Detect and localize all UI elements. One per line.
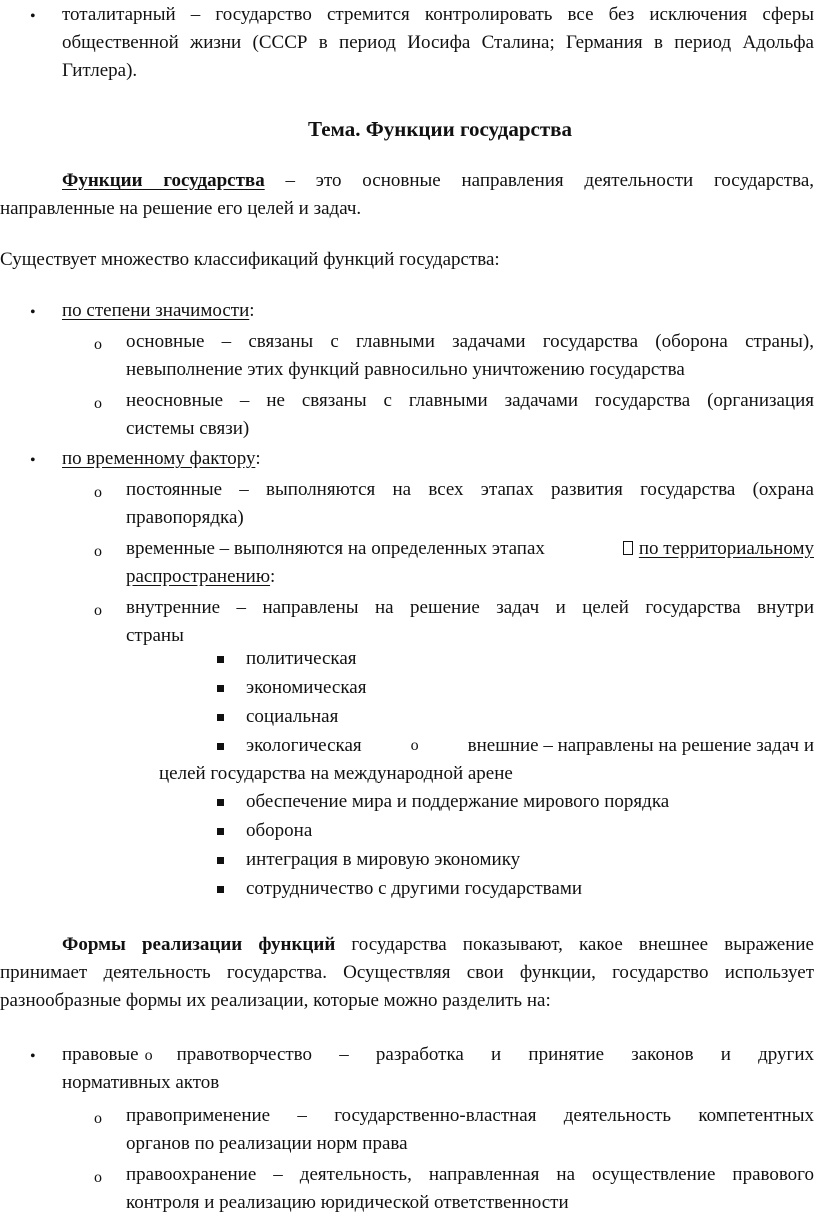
internal-item: политическая — [246, 648, 357, 669]
lawmaking-line-1: правотворчество – разработка и принятие законов и других — [176, 1044, 814, 1065]
square-bullet-icon — [217, 828, 224, 835]
definition-line-1 — [62, 166, 814, 195]
internal-line-2: страны — [126, 625, 184, 646]
forms-line-1 — [62, 930, 814, 959]
square-bullet-icon — [217, 656, 224, 663]
forms-line-2: принимает деятельность государства. Осуществляя свои функции, государство использует — [0, 962, 814, 983]
minor-functions-line-1: неосновные – не связаны с главными задачами государства (организация — [126, 390, 814, 411]
significance-heading — [62, 296, 255, 325]
permanent-line-2: правопорядка) — [126, 507, 244, 528]
external-item: сотрудничество с другими государствами — [246, 878, 583, 899]
ecological-item: экологическая — [246, 735, 362, 756]
significance-label: по степени значимости — [62, 300, 250, 321]
external-text: внешние – направлены на решение задач и — [467, 735, 814, 756]
definition-term: Функции государства — [62, 170, 265, 191]
bullet-icon: • — [30, 8, 36, 25]
territorial-label: по территориальному — [638, 538, 814, 559]
time-heading — [62, 444, 261, 473]
temporary-line-1 — [126, 534, 814, 563]
enforcement-line-1: правоприменение – государственно-властная деятельность компетентных — [126, 1105, 814, 1126]
circle-bullet-icon: o — [94, 484, 102, 501]
circle-bullet-icon: o — [94, 1169, 102, 1186]
colon: : — [249, 300, 255, 321]
circle-bullet-icon: o — [94, 543, 102, 560]
legal-label: правовые — [62, 1044, 139, 1065]
bullet-icon: • — [30, 304, 36, 321]
intro-line-3: Гитлера). — [62, 60, 138, 81]
external-line-2: целей государства на международной арене — [159, 763, 513, 784]
circle-bullet-icon: o — [94, 336, 102, 353]
main-functions-line-2: невыполнение этих функций равносильно уничтожению государства — [126, 359, 685, 380]
square-bullet-icon — [217, 685, 224, 692]
intro-line-1: тоталитарный – государство стремится контролировать все без исключения сферы — [62, 4, 814, 25]
enforcement-line-2: органов по реализации норм права — [126, 1133, 408, 1154]
ecological-external-line — [246, 731, 814, 760]
colon: : — [255, 448, 261, 469]
main-functions-line-1: основные – связаны с главными задачами государства (оборона страны), — [126, 331, 814, 352]
square-bullet-icon — [217, 857, 224, 864]
colon: : — [270, 566, 276, 587]
definition-line-2: направленные на решение его целей и задач. — [0, 198, 362, 219]
square-bullet-icon — [217, 799, 224, 806]
square-bullet-icon — [217, 714, 224, 721]
internal-item: социальная — [246, 706, 339, 727]
internal-line-1: внутренние – направлены на решение задач и целей государства внутри — [126, 597, 814, 618]
external-item: интеграция в мировую экономику — [246, 849, 521, 870]
bullet-icon: • — [30, 452, 36, 469]
protection-line-1: правоохранение – деятельность, направленная на осуществление правового — [126, 1164, 814, 1185]
circle-bullet-icon: o — [94, 1110, 102, 1127]
circle-bullet-icon: o — [144, 1047, 153, 1064]
external-item: обеспечение мира и поддержание мирового порядка — [246, 791, 670, 812]
lawmaking-line-2: нормативных актов — [62, 1072, 220, 1093]
forms-line-3: разнообразные формы их реализации, которые можно разделить на: — [0, 990, 551, 1011]
protection-line-2: контроля и реализацию юридической ответственности — [126, 1192, 569, 1213]
legal-line-1 — [62, 1040, 814, 1070]
territorial-heading — [621, 534, 814, 563]
intro-line-2: общественной жизни (СССР в период Иосифа Сталина; Германия в период Адольфа — [62, 32, 814, 53]
territorial-label-2: распространению — [126, 566, 271, 587]
territorial-heading-line-2 — [126, 562, 275, 591]
circle-bullet-icon: o — [94, 602, 102, 619]
external-item: оборона — [246, 820, 313, 841]
classifications-intro: Существует множество классификаций функций государства: — [0, 249, 500, 270]
circle-bullet-icon: o — [94, 395, 102, 412]
internal-item: экономическая — [246, 677, 367, 698]
square-bullet-icon — [217, 743, 224, 750]
permanent-line-1: постоянные – выполняются на всех этапах развития государства (охрана — [126, 479, 814, 500]
bullet-icon: • — [30, 1048, 36, 1065]
time-label: по временному фактору — [62, 448, 256, 469]
definition-rest: – это основные направления деятельности государства, — [285, 170, 815, 191]
temporary-text: временные – выполняются на определенных этапах — [126, 538, 545, 559]
topic-title: Тема. Функции государства — [308, 117, 572, 141]
minor-functions-line-2: системы связи) — [126, 418, 250, 439]
forms-rest: государства показывают, какое внешнее выражение — [351, 934, 814, 955]
missing-glyph-box-icon — [623, 541, 633, 555]
circle-bullet-icon: o — [410, 737, 419, 754]
square-bullet-icon — [217, 886, 224, 893]
forms-term: Формы реализации функций — [62, 934, 336, 955]
